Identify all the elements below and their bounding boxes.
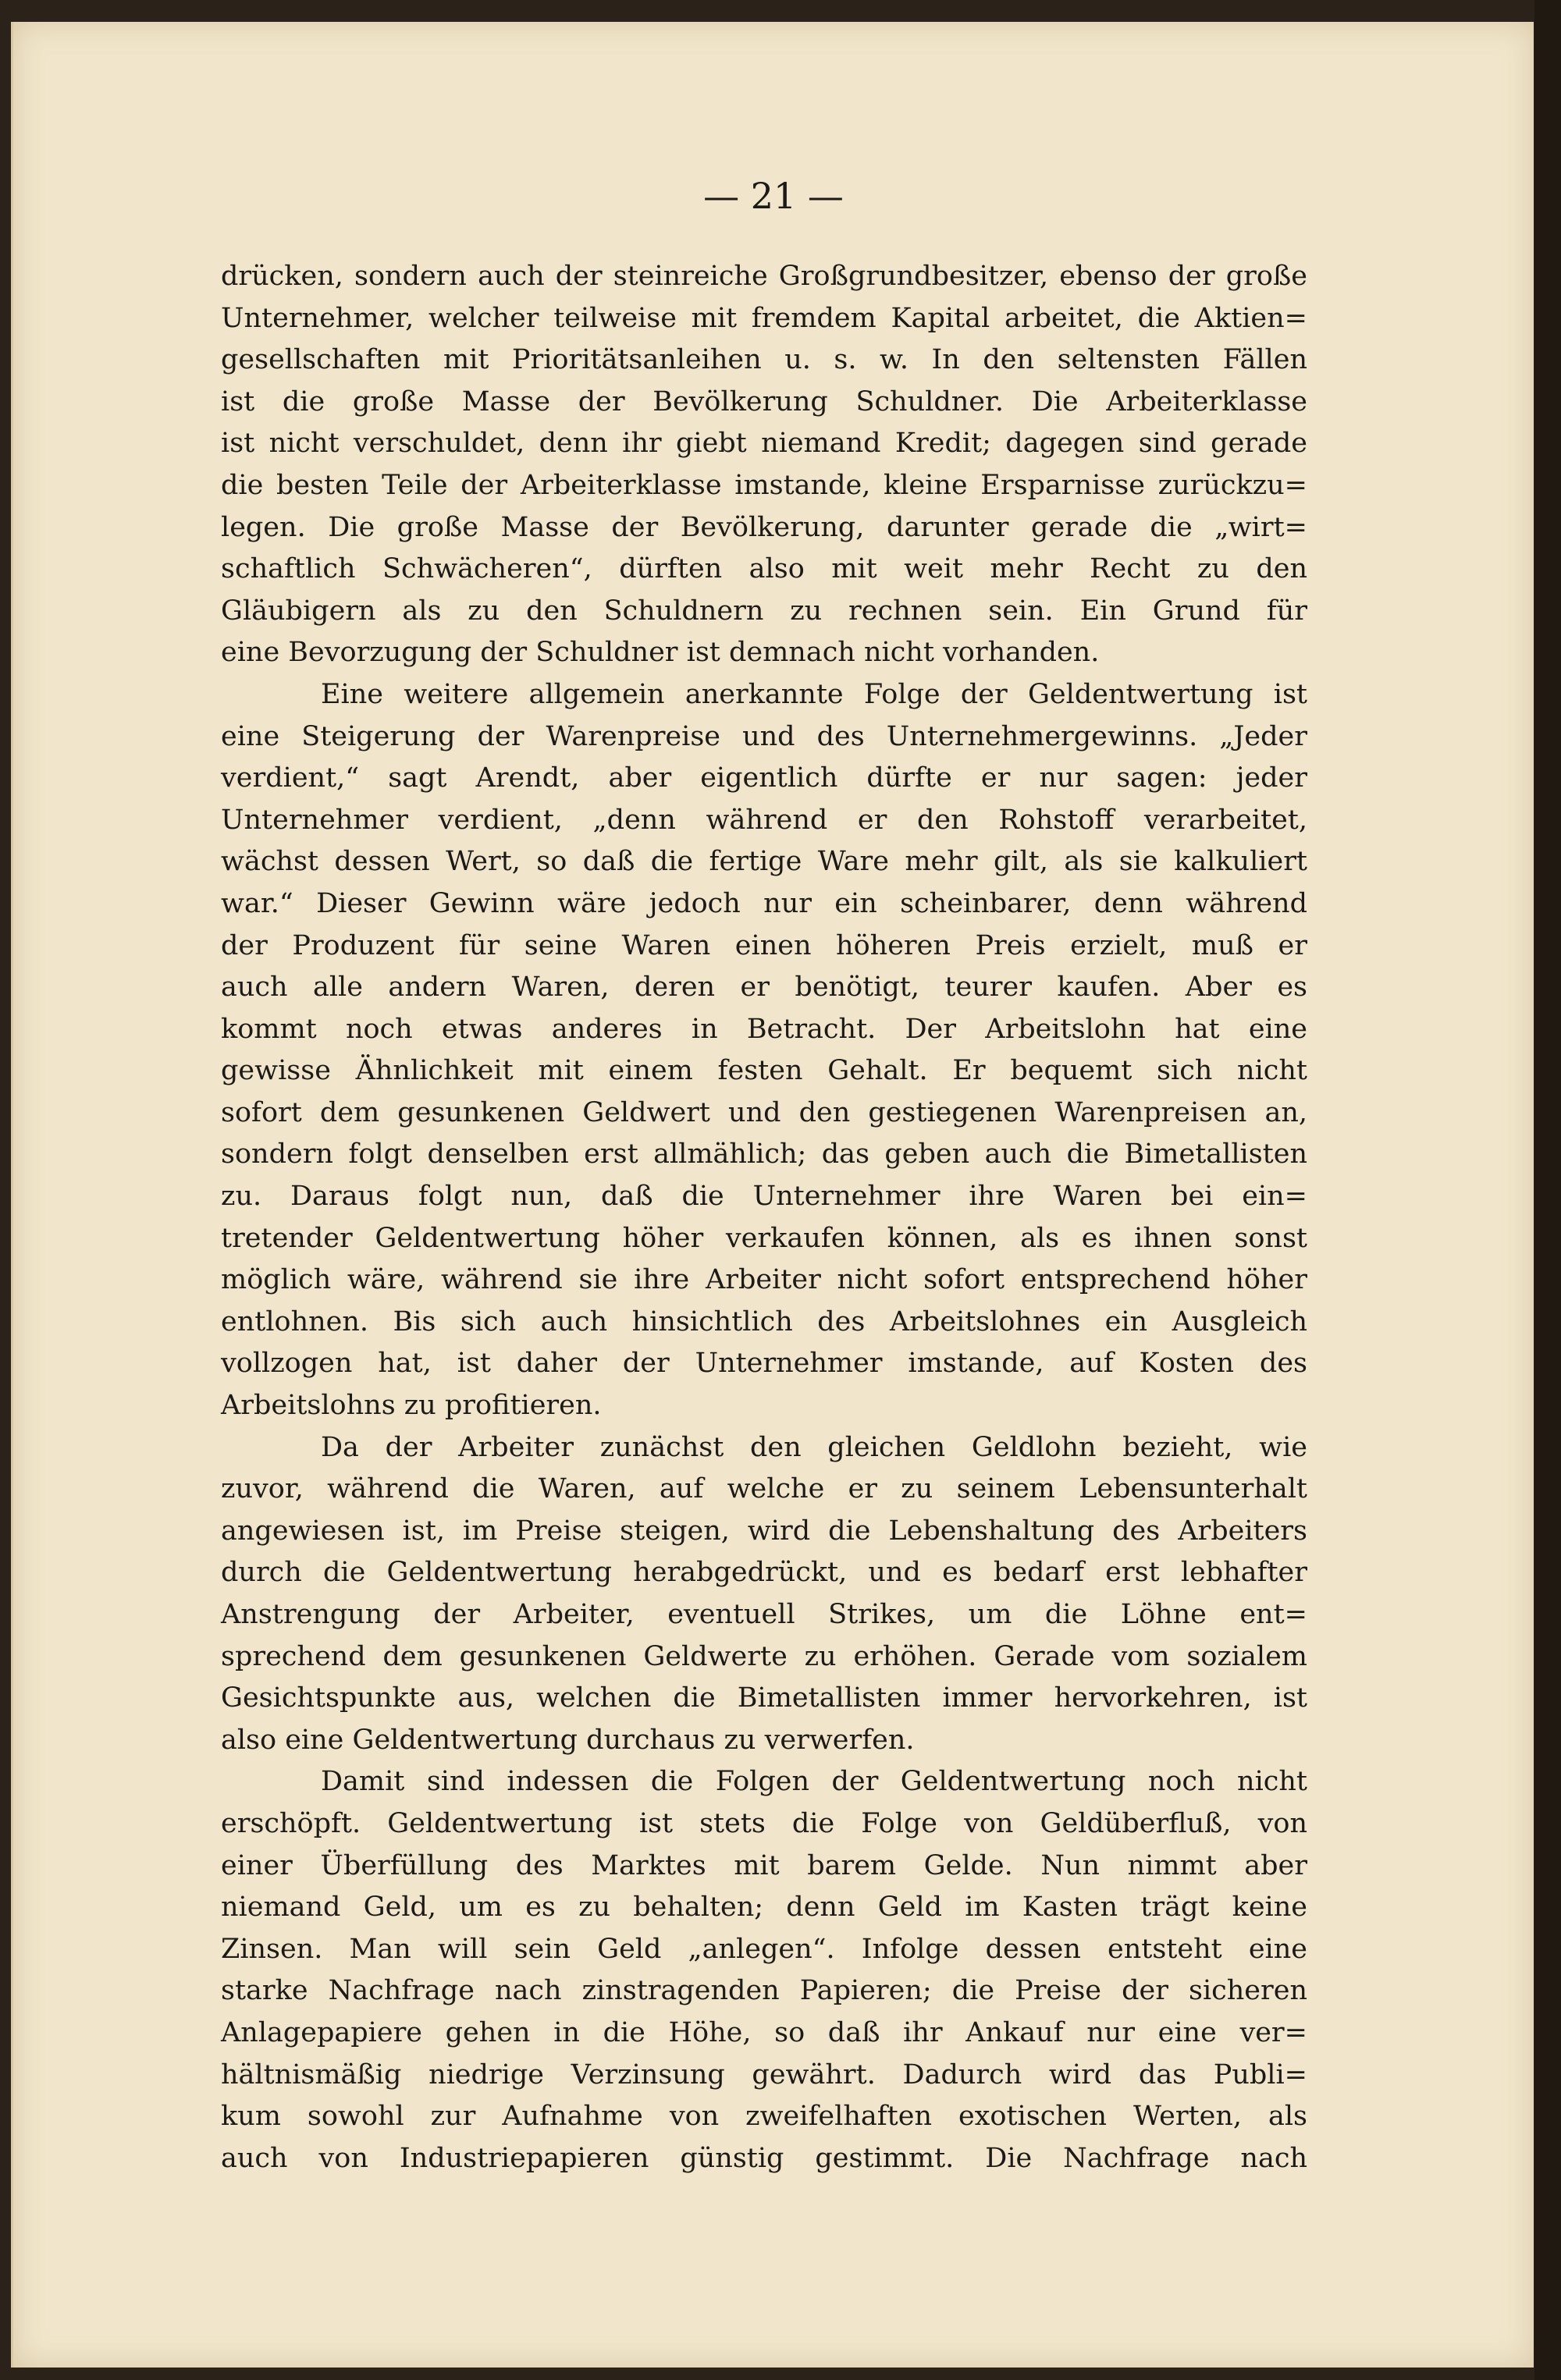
text-line: ist die große Masse der Bevölkerung Schuldner. Die Arbeiterklasse [221, 385, 1307, 417]
text-line: war.“ Dieser Gewinn wäre jedoch nur ein scheinbarer, denn während [221, 887, 1307, 919]
text-line: gesellschaften mit Prioritätsanleihen u. s. w. In den seltensten Fällen [221, 344, 1307, 376]
text-line: kommt noch etwas anderes in Betracht. Der Arbeitslohn hat eine [221, 1013, 1307, 1045]
text-line: auch alle andern Waren, deren er benötigt, teurer kaufen. Aber es [221, 972, 1307, 1004]
text-line: tretender Geldentwertung höher verkaufen können, als es ihnen sonst [221, 1222, 1307, 1254]
text-line: Arbeitslohns zu profitieren. [221, 1390, 602, 1422]
text-line: einer Überfüllung des Marktes mit barem Gelde. Nun nimmt aber [221, 1849, 1307, 1881]
text-line: sofort dem gesunkenen Geldwert und den gestiegenen Warenpreisen an, [221, 1096, 1307, 1128]
book-page [11, 22, 1534, 2368]
text-line: zuvor, während die Waren, auf welche er zu seinem Lebensunterhalt [221, 1473, 1307, 1505]
text-line: die besten Teile der Arbeiterklasse imstande, kleine Ersparnisse zurückzu= [221, 469, 1307, 501]
text-line: drücken, sondern auch der steinreiche Großgrundbesitzer, ebenso der große [221, 261, 1307, 292]
text-line: entlohnen. Bis sich auch hinsichtlich des Arbeitslohnes ein Ausgleich [221, 1305, 1307, 1337]
text-line: sondern folgt denselben erst allmählich; das geben auch die Bimetallisten [221, 1138, 1307, 1170]
text-line: Eine weitere allgemein anerkannte Folge der Geldentwertung ist [321, 678, 1307, 710]
text-line: legen. Die große Masse der Bevölkerung, darunter gerade die „wirt= [221, 511, 1307, 543]
text-line: der Produzent für seine Waren einen höheren Preis erzielt, muß er [221, 929, 1307, 961]
text-line: Gesichtspunkte aus, welchen die Bimetallisten immer hervorkehren, ist [221, 1682, 1307, 1714]
text-line: angewiesen ist, im Preise steigen, wird die Lebenshaltung des Arbeiters [221, 1515, 1307, 1547]
page-number: — 21 — [703, 175, 844, 217]
text-line: Unternehmer verdient, „denn während er den Rohstoff verarbeitet, [221, 804, 1307, 836]
text-line: starke Nachfrage nach zinstragenden Papieren; die Preise der sicheren [221, 1975, 1307, 2007]
text-line: Damit sind indessen die Folgen der Geldentwertung noch nicht [321, 1766, 1307, 1798]
scan-background-edge [1534, 0, 1561, 2380]
text-line: sprechend dem gesunkenen Geldwerte zu erhöhen. Gerade vom sozialem [221, 1640, 1307, 1672]
text-line: eine Steigerung der Warenpreise und des Unternehmergewinns. „Jeder [221, 720, 1307, 752]
text-line: gewisse Ähnlichkeit mit einem festen Gehalt. Er bequemt sich nicht [221, 1055, 1307, 1087]
text-line: zu. Daraus folgt nun, daß die Unternehmer ihre Waren bei ein= [221, 1181, 1307, 1213]
text-line: Anlagepapiere gehen in die Höhe, so daß ihr Ankauf nur eine ver= [221, 2016, 1307, 2048]
text-line: Unternehmer, welcher teilweise mit fremdem Kapital arbeitet, die Aktien= [221, 302, 1307, 334]
text-line: vollzogen hat, ist daher der Unternehmer imstande, auf Kosten des [221, 1348, 1307, 1380]
text-line: Gläubigern als zu den Schuldnern zu rechnen sein. Ein Grund für [221, 595, 1307, 627]
text-line: Zinsen. Man will sein Geld „anlegen“. Infolge dessen entsteht eine [221, 1933, 1307, 1965]
text-line: also eine Geldentwertung durchaus zu verwerfen. [221, 1724, 915, 1756]
paragraph [221, 1427, 1307, 1762]
text-line: kum sowohl zur Aufnahme von zweifelhaften exotischen Werten, als [221, 2101, 1307, 2133]
paragraph [221, 256, 1307, 674]
text-line: Anstrengung der Arbeiter, eventuell Strikes, um die Löhne ent= [221, 1599, 1307, 1630]
text-line: eine Bevorzugung der Schuldner ist demnach nicht vorhanden. [221, 637, 1100, 669]
text-line: verdient,“ sagt Arendt, aber eigentlich dürfte er nur sagen: jeder [221, 762, 1307, 794]
body-text [221, 256, 1307, 2179]
text-line: Da der Arbeiter zunächst den gleichen Geldlohn bezieht, wie [321, 1431, 1307, 1463]
text-line: wächst dessen Wert, so daß die fertige Ware mehr gilt, als sie kalkuliert [221, 846, 1307, 878]
text-line: möglich wäre, während sie ihre Arbeiter nicht sofort entsprechend höher [221, 1264, 1307, 1296]
text-line: durch die Geldentwertung herabgedrückt, und es bedarf erst lebhafter [221, 1557, 1307, 1589]
text-line: auch von Industriepapieren günstig gestimmt. Die Nachfrage nach [221, 2142, 1307, 2174]
text-line: erschöpft. Geldentwertung ist stets die Folge von Geldüberfluß, von [221, 1807, 1307, 1839]
text-line: ist nicht verschuldet, denn ihr giebt niemand Kredit; dagegen sind gerade [221, 428, 1307, 460]
text-line: schaftlich Schwächeren“, dürften also mit weit mehr Recht zu den [221, 553, 1307, 585]
text-line: niemand Geld, um es zu behalten; denn Geld im Kasten trägt keine [221, 1892, 1307, 1924]
text-line: hältnismäßig niedrige Verzinsung gewährt. Dadurch wird das Publi= [221, 2059, 1307, 2090]
paragraph [221, 674, 1307, 1427]
paragraph [221, 1761, 1307, 2179]
